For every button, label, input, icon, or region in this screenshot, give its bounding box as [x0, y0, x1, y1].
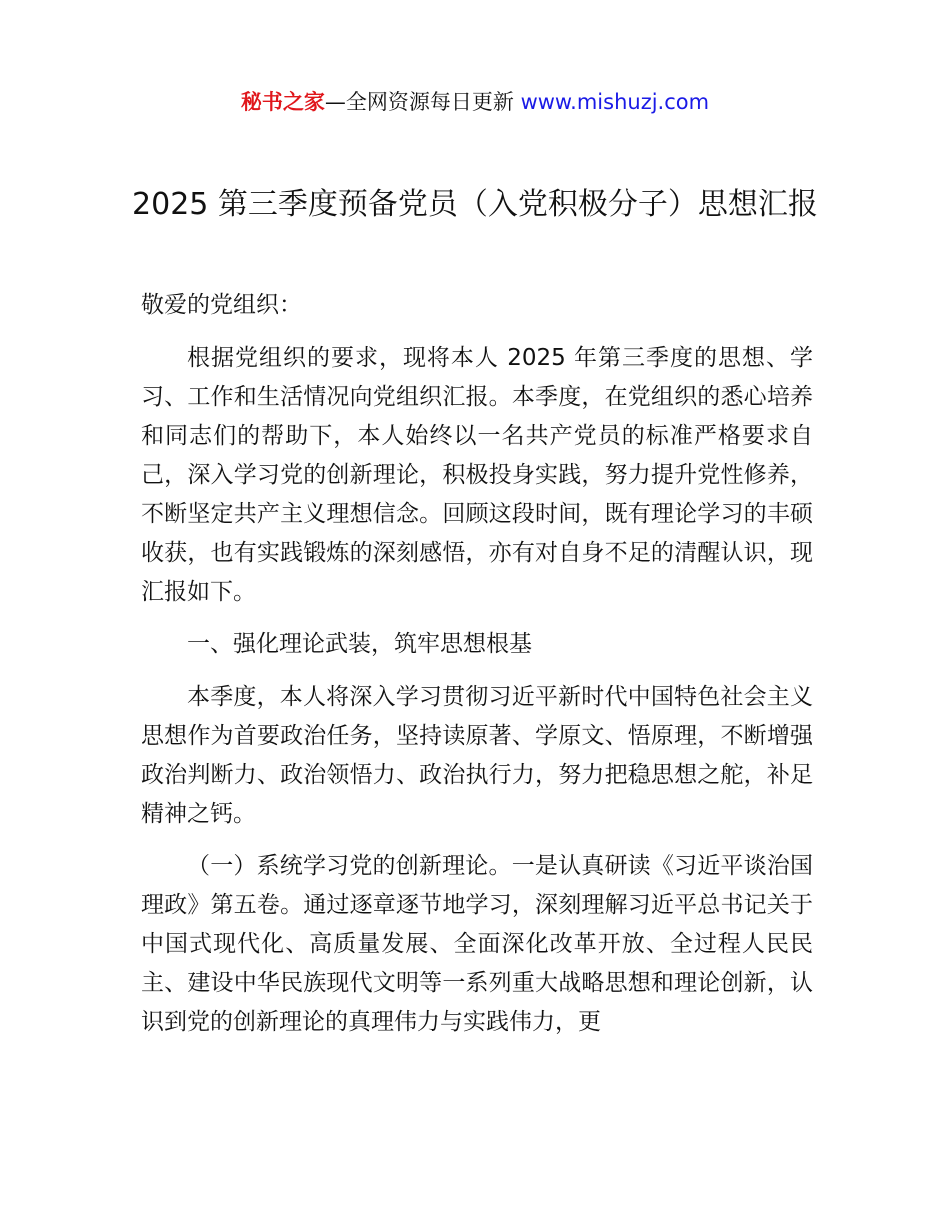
- site-tagline: —全网资源每日更新: [324, 90, 514, 114]
- section-heading-1: 一、强化理论武装，筑牢思想根基: [187, 631, 532, 658]
- document-title: 2025 第三季度预备党员（入党积极分子）思想汇报: [132, 187, 818, 222]
- site-brand: 秘书之家: [240, 90, 325, 114]
- site-url-link[interactable]: www.mishuzj.com: [520, 90, 710, 114]
- paragraph-section-1: 本季度，本人将深入学习贯彻习近平新时代中国特色社会主义思想作为首要政治任务，坚持读原著、学原文、悟原理，不断增强政治判断力、政治领悟力、政治执行力，努力把稳思想之舵，补足精神之钙。: [141, 683, 813, 827]
- salutation: 敬爱的党组织：: [141, 292, 302, 318]
- paragraph-subsection-1: （一）系统学习党的创新理论。一是认真研读《习近平谈治国理政》第五卷。通过逐章逐节地学习，深刻理解习近平总书记关于中国式现代化、高质量发展、全面深化改革开放、全过程人民民主、建设中华民族现代文明等一系列重大战略思想和理论创新，认识到党的创新理论的真理伟力与实践伟力，更: [141, 853, 813, 1036]
- paragraph-intro: 根据党组织的要求，现将本人 2025 年第三季度的思想、学习、工作和生活情况向党组织汇报。本季度，在党组织的悉心培养和同志们的帮助下，本人始终以一名共产党员的标准严格要求自己，深入学习党的创新理论，积极投身实践，努力提升党性修养，不断坚定共产主义理想信念。回顾这段时间，既有理论学习的丰硕收获，也有实践锻炼的深刻感悟，亦有对自身不足的清醒认识，现汇报如下。: [141, 344, 813, 605]
- site-header: [0, 86, 950, 118]
- document-body: [141, 286, 813, 1056]
